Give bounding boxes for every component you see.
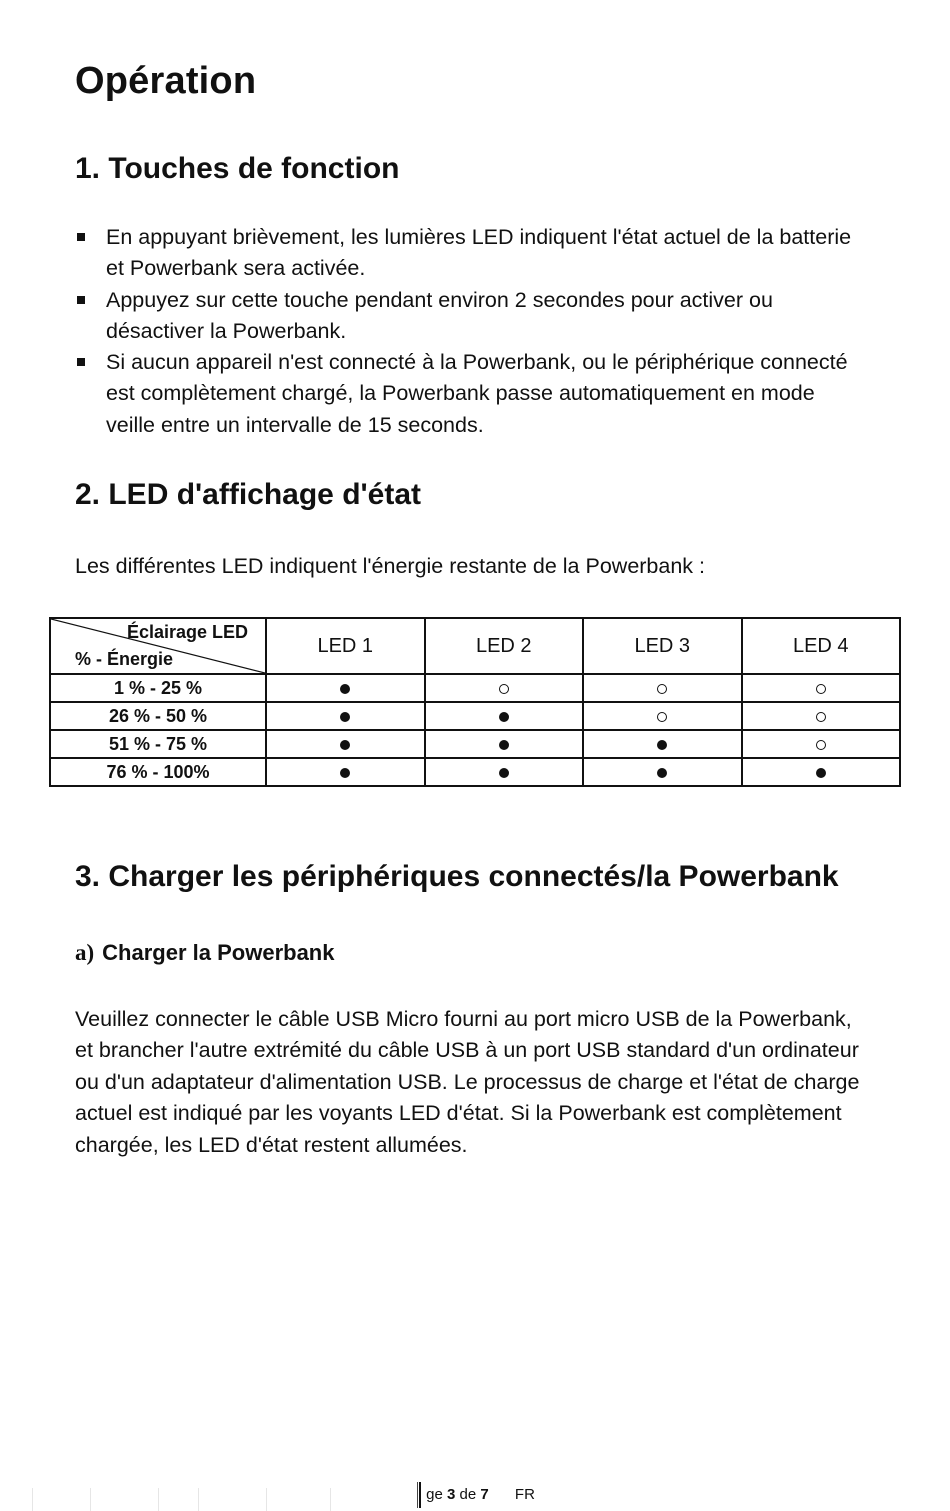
column-header: LED 2 [425,618,584,674]
section-heading-led-status: 2. LED d'affichage d'état [75,478,421,511]
bullet-square-icon [77,358,85,366]
subsection-title: Charger la Powerbank [102,940,335,965]
list-item: En appuyant brièvement, les lumières LED indiquent l'état actuel de la batterie et Powerbank sera activée. [75,222,865,285]
led-cell [425,702,584,730]
row-label: 51 % - 75 % [50,730,266,758]
subsection-heading [75,940,334,966]
section-heading-charging: 3. Charger les périphériques connectés/la Powerbank [75,860,839,893]
page-footer [417,1482,535,1508]
led-cell [583,758,742,786]
page-title: Opération [75,60,257,102]
bullet-square-icon [77,296,85,304]
scan-artifact-marks [30,1488,410,1511]
led-cell [266,702,425,730]
led-indicator-icon [657,740,667,750]
led-indicator-icon [340,712,350,722]
footer-mark [417,1482,418,1508]
table-row [50,758,900,786]
led-indicator-icon [499,684,509,694]
page-number: 3 [447,1485,456,1503]
led-cell [266,758,425,786]
led-cell [583,730,742,758]
column-header: LED 3 [583,618,742,674]
table-header-row [50,618,900,674]
led-indicator-icon [816,684,826,694]
led-cell [742,702,901,730]
list-item: Appuyez sur cette touche pendant environ 2 secondes pour activer ou désactiver la Powerbank. [75,285,865,348]
led-intro-text: Les différentes LED indiquent l'énergie restante de la Powerbank : [75,554,705,578]
led-indicator-icon [499,768,509,778]
column-header: LED 4 [742,618,901,674]
section-heading-function-keys: 1. Touches de fonction [75,152,400,185]
led-cell [742,730,901,758]
table-corner-cell [50,618,266,674]
page-prefix: ge [426,1485,443,1503]
corner-label-led: Éclairage LED [127,622,249,642]
led-cell [425,674,584,702]
subsection-marker: a) [75,940,95,965]
table-row [50,730,900,758]
page-total: 7 [480,1485,489,1503]
table-row [50,674,900,702]
list-item: Si aucun appareil n'est connecté à la Powerbank, ou le périphérique connecté est complètement chargé, la Powerbank passe automatiquement en mode veille entre un intervalle de 15 seconds. [75,347,865,441]
led-indicator-icon [816,712,826,722]
corner-label-energy: % - Énergie [75,649,174,669]
led-status-table [49,617,901,787]
led-indicator-icon [340,684,350,694]
led-cell [742,758,901,786]
led-cell [266,730,425,758]
bullet-square-icon [77,233,85,241]
led-indicator-icon [657,684,667,694]
led-cell [425,730,584,758]
language-code: FR [514,1485,535,1503]
led-indicator-icon [340,768,350,778]
led-indicator-icon [340,740,350,750]
column-header: LED 1 [266,618,425,674]
row-label: 26 % - 50 % [50,702,266,730]
led-cell [583,674,742,702]
row-label: 76 % - 100% [50,758,266,786]
led-cell [425,758,584,786]
led-cell [266,674,425,702]
led-indicator-icon [657,712,667,722]
row-label: 1 % - 25 % [50,674,266,702]
led-indicator-icon [816,740,826,750]
table-row [50,702,900,730]
led-indicator-icon [816,768,826,778]
led-indicator-icon [499,740,509,750]
page-of: de [459,1485,477,1503]
led-cell [583,702,742,730]
charging-instructions: Veuillez connecter le câble USB Micro fourni au port micro USB de la Powerbank, et brancher l'autre extrémité du câble USB à un port USB standard d'un ordinateur ou d'un adaptateur d'alimentation USB. Le processus de charge et l'état de charge actuel est indiqué par les voyants LED d'état. Si la Powerbank est complètement chargée, les LED d'état restent allumées. [75,1007,860,1157]
led-cell [742,674,901,702]
led-indicator-icon [499,712,509,722]
led-indicator-icon [657,768,667,778]
function-key-list [75,222,865,441]
footer-mark [419,1482,421,1508]
